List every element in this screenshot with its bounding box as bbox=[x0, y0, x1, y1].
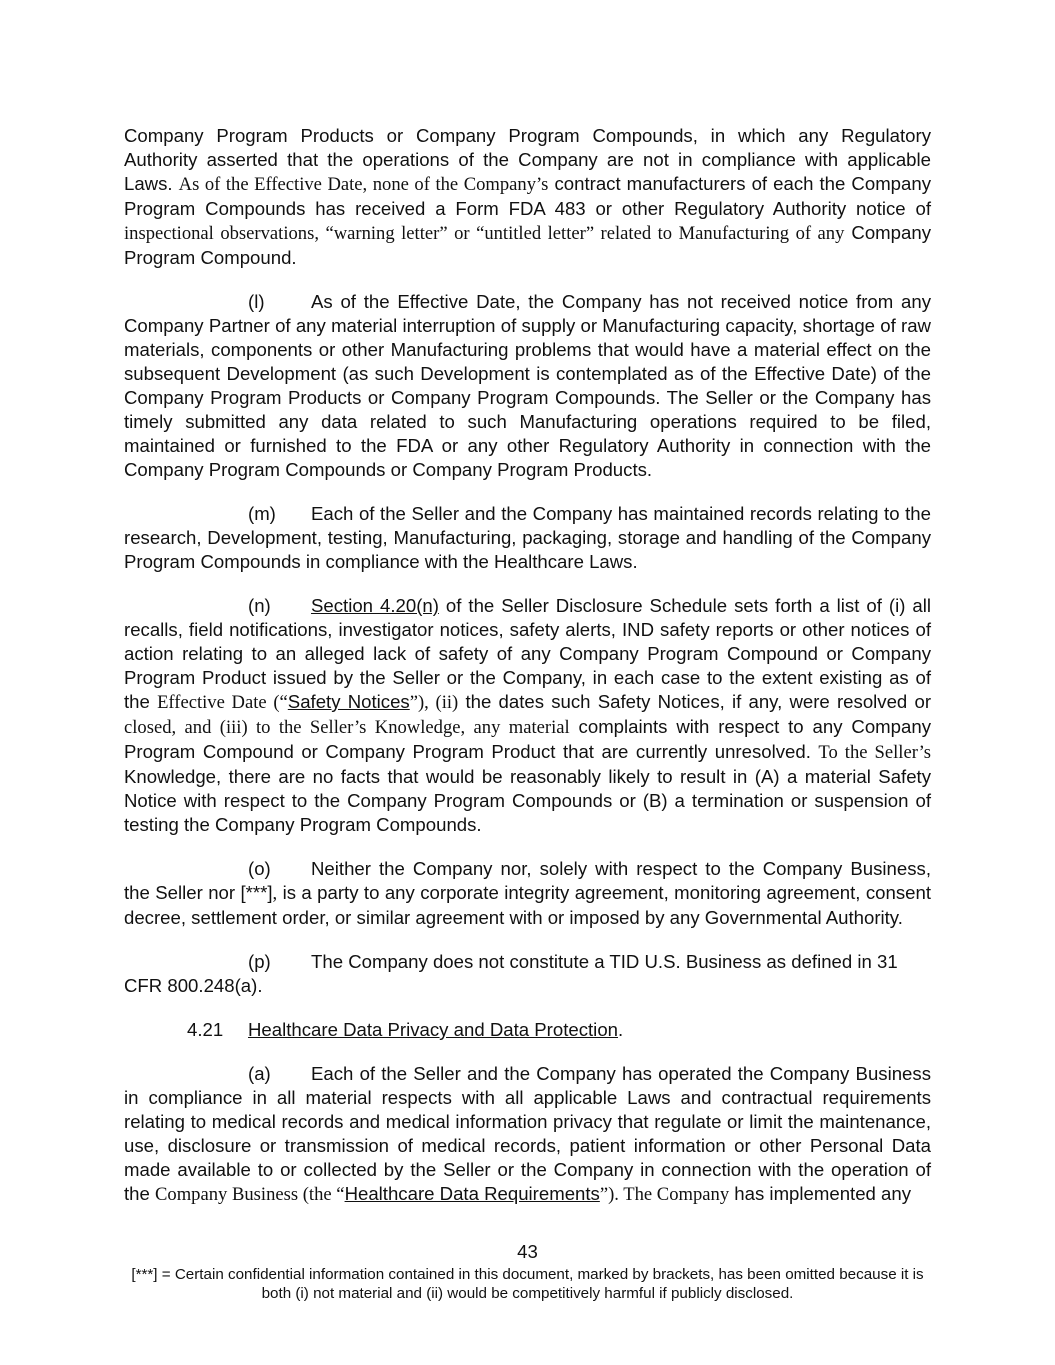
section-o-text-c: is a party to any corporate integrity agreement, monitoring agreement, consent decree, settlement order, or similar agreement with or imposed by any Governmental Authority. bbox=[124, 882, 931, 928]
confidentiality-footnote: [***] = Certain confidential information contained in this document, marked by brackets, has been omitted because it is both (i) not material and (ii) would be competitively harmful if publicly disclosed. bbox=[131, 1266, 924, 1302]
section-n-text-h: Knowledge, there are no facts that would be reasonably likely to result in (A) a material Safety Notice with respect to the Company Program Compounds or (B) a termination or suspension of testing the Company Program Compounds. bbox=[124, 766, 931, 835]
section-l-text: As of the Effective Date, the Company has not received notice from any Company Partner of any material interruption of supply or Manufacturing capacity, shortage of raw materials, components or other Manufacturing problems that would have a material effect on the subsequent Development (as such Development is contemplated as of the Effective Date) of the Company Program Products or Company Program Compounds. The Seller or the Company has timely submitted any data related to such Manufacturing operations required to be filed, maintained or furnished to the FDA or any other Regulatory Authority in connection with the Company Program Compounds or Company Program Products. bbox=[124, 291, 931, 480]
section-n-text-c: ”), (ii) bbox=[409, 692, 459, 713]
continuation-text-a: Company Program Products or Company Program Compounds, in which any Regulatory Authority asserted that the operations of the Company are not in compliance with applicable Laws. bbox=[124, 125, 931, 194]
section-a-text-b: Company Business (the “ bbox=[155, 1184, 345, 1205]
page-number: 43 bbox=[517, 1241, 538, 1262]
section-a-text-c: ”). The Company bbox=[599, 1184, 730, 1205]
section-o-text-b: , bbox=[272, 883, 278, 904]
continuation-text-b: As of the Effective Date, none of the Company’s bbox=[178, 174, 549, 195]
section-n-paragraph bbox=[124, 594, 931, 837]
section-n-text-a: of the Seller Disclosure Schedule sets forth a list of (i) all recalls, field notifications, investigator notices, safety alerts, IND safety reports or other notices of action relating to an alleged lack of safety of any Company Program Compound or Company Program Product issued by the Seller or the Company, in each case to the extent existing as of the bbox=[124, 595, 931, 712]
section-o-paragraph bbox=[124, 857, 931, 930]
section-heading-title: Healthcare Data Privacy and Data Protection bbox=[248, 1019, 618, 1040]
section-l-paragraph bbox=[124, 290, 931, 482]
section-l-label: (l) bbox=[248, 291, 265, 312]
section-n-text-f: complaints with respect to any Company Program Compound or Company Program Product that are currently unresolved. bbox=[124, 716, 931, 762]
section-n-text-g: To the Seller’s bbox=[818, 742, 931, 763]
section-n-text-d: the dates such Safety Notices, if any, were resolved or bbox=[458, 691, 932, 712]
safety-notices-term: Safety Notices bbox=[287, 691, 410, 712]
continuation-text-c: contract manufacturers of each the Company Program Compounds has received a Form FDA 483 or other Regulatory Authority notice of bbox=[124, 173, 931, 219]
section-a-paragraph bbox=[124, 1062, 931, 1207]
section-a-text-d: has implemented any bbox=[729, 1183, 912, 1204]
section-p-text: The Company does not constitute a TID U.S. Business as defined in 31 CFR 800.248(a). bbox=[124, 951, 898, 996]
section-a-label: (a) bbox=[248, 1063, 271, 1084]
section-p-paragraph bbox=[124, 950, 931, 998]
continuation-text-e: Company Program Compound. bbox=[124, 222, 931, 268]
section-m-paragraph bbox=[124, 502, 931, 574]
section-p-label: (p) bbox=[248, 951, 271, 972]
continuation-text-d: inspectional observations, “warning letter” or “untitled letter” related to Manufacturing of any bbox=[124, 223, 845, 244]
section-m-label: (m) bbox=[248, 503, 276, 524]
section-reference-link: Section 4.20(n) bbox=[311, 595, 439, 616]
section-heading-4-21 bbox=[124, 1018, 931, 1042]
section-heading-period: . bbox=[618, 1019, 624, 1040]
section-m-text: Each of the Seller and the Company has maintained records relating to the research, Development, testing, Manufacturing, packaging, storage and handling of the Company Program Compounds in compliance with the Healthcare Laws. bbox=[124, 503, 931, 572]
section-n-label: (n) bbox=[248, 595, 271, 616]
document-body bbox=[124, 124, 931, 1227]
healthcare-data-requirements-term: Healthcare Data Requirements bbox=[344, 1183, 600, 1204]
section-a-text-a: Each of the Seller and the Company has operated the Company Business in compliance in all material respects with all applicable Laws and contractual requirements relating to medical records and medical information privacy that regulate or limit the maintenance, use, disclosure or transmission of medical records, patient information or other Personal Data made available to or collected by the Seller or the Company in connection with the operation of the bbox=[124, 1063, 931, 1204]
section-n-text-e: closed, and (iii) to the Seller’s Knowledge, any material bbox=[124, 717, 570, 738]
section-n-text-b: Effective Date (“ bbox=[157, 692, 288, 713]
section-o-text-a: Neither the Company nor, solely with respect to the Company Business, the Seller nor [***] bbox=[124, 858, 931, 903]
section-o-label: (o) bbox=[248, 858, 271, 879]
continuation-paragraph bbox=[124, 124, 931, 270]
section-heading-number: 4.21 bbox=[187, 1019, 224, 1040]
